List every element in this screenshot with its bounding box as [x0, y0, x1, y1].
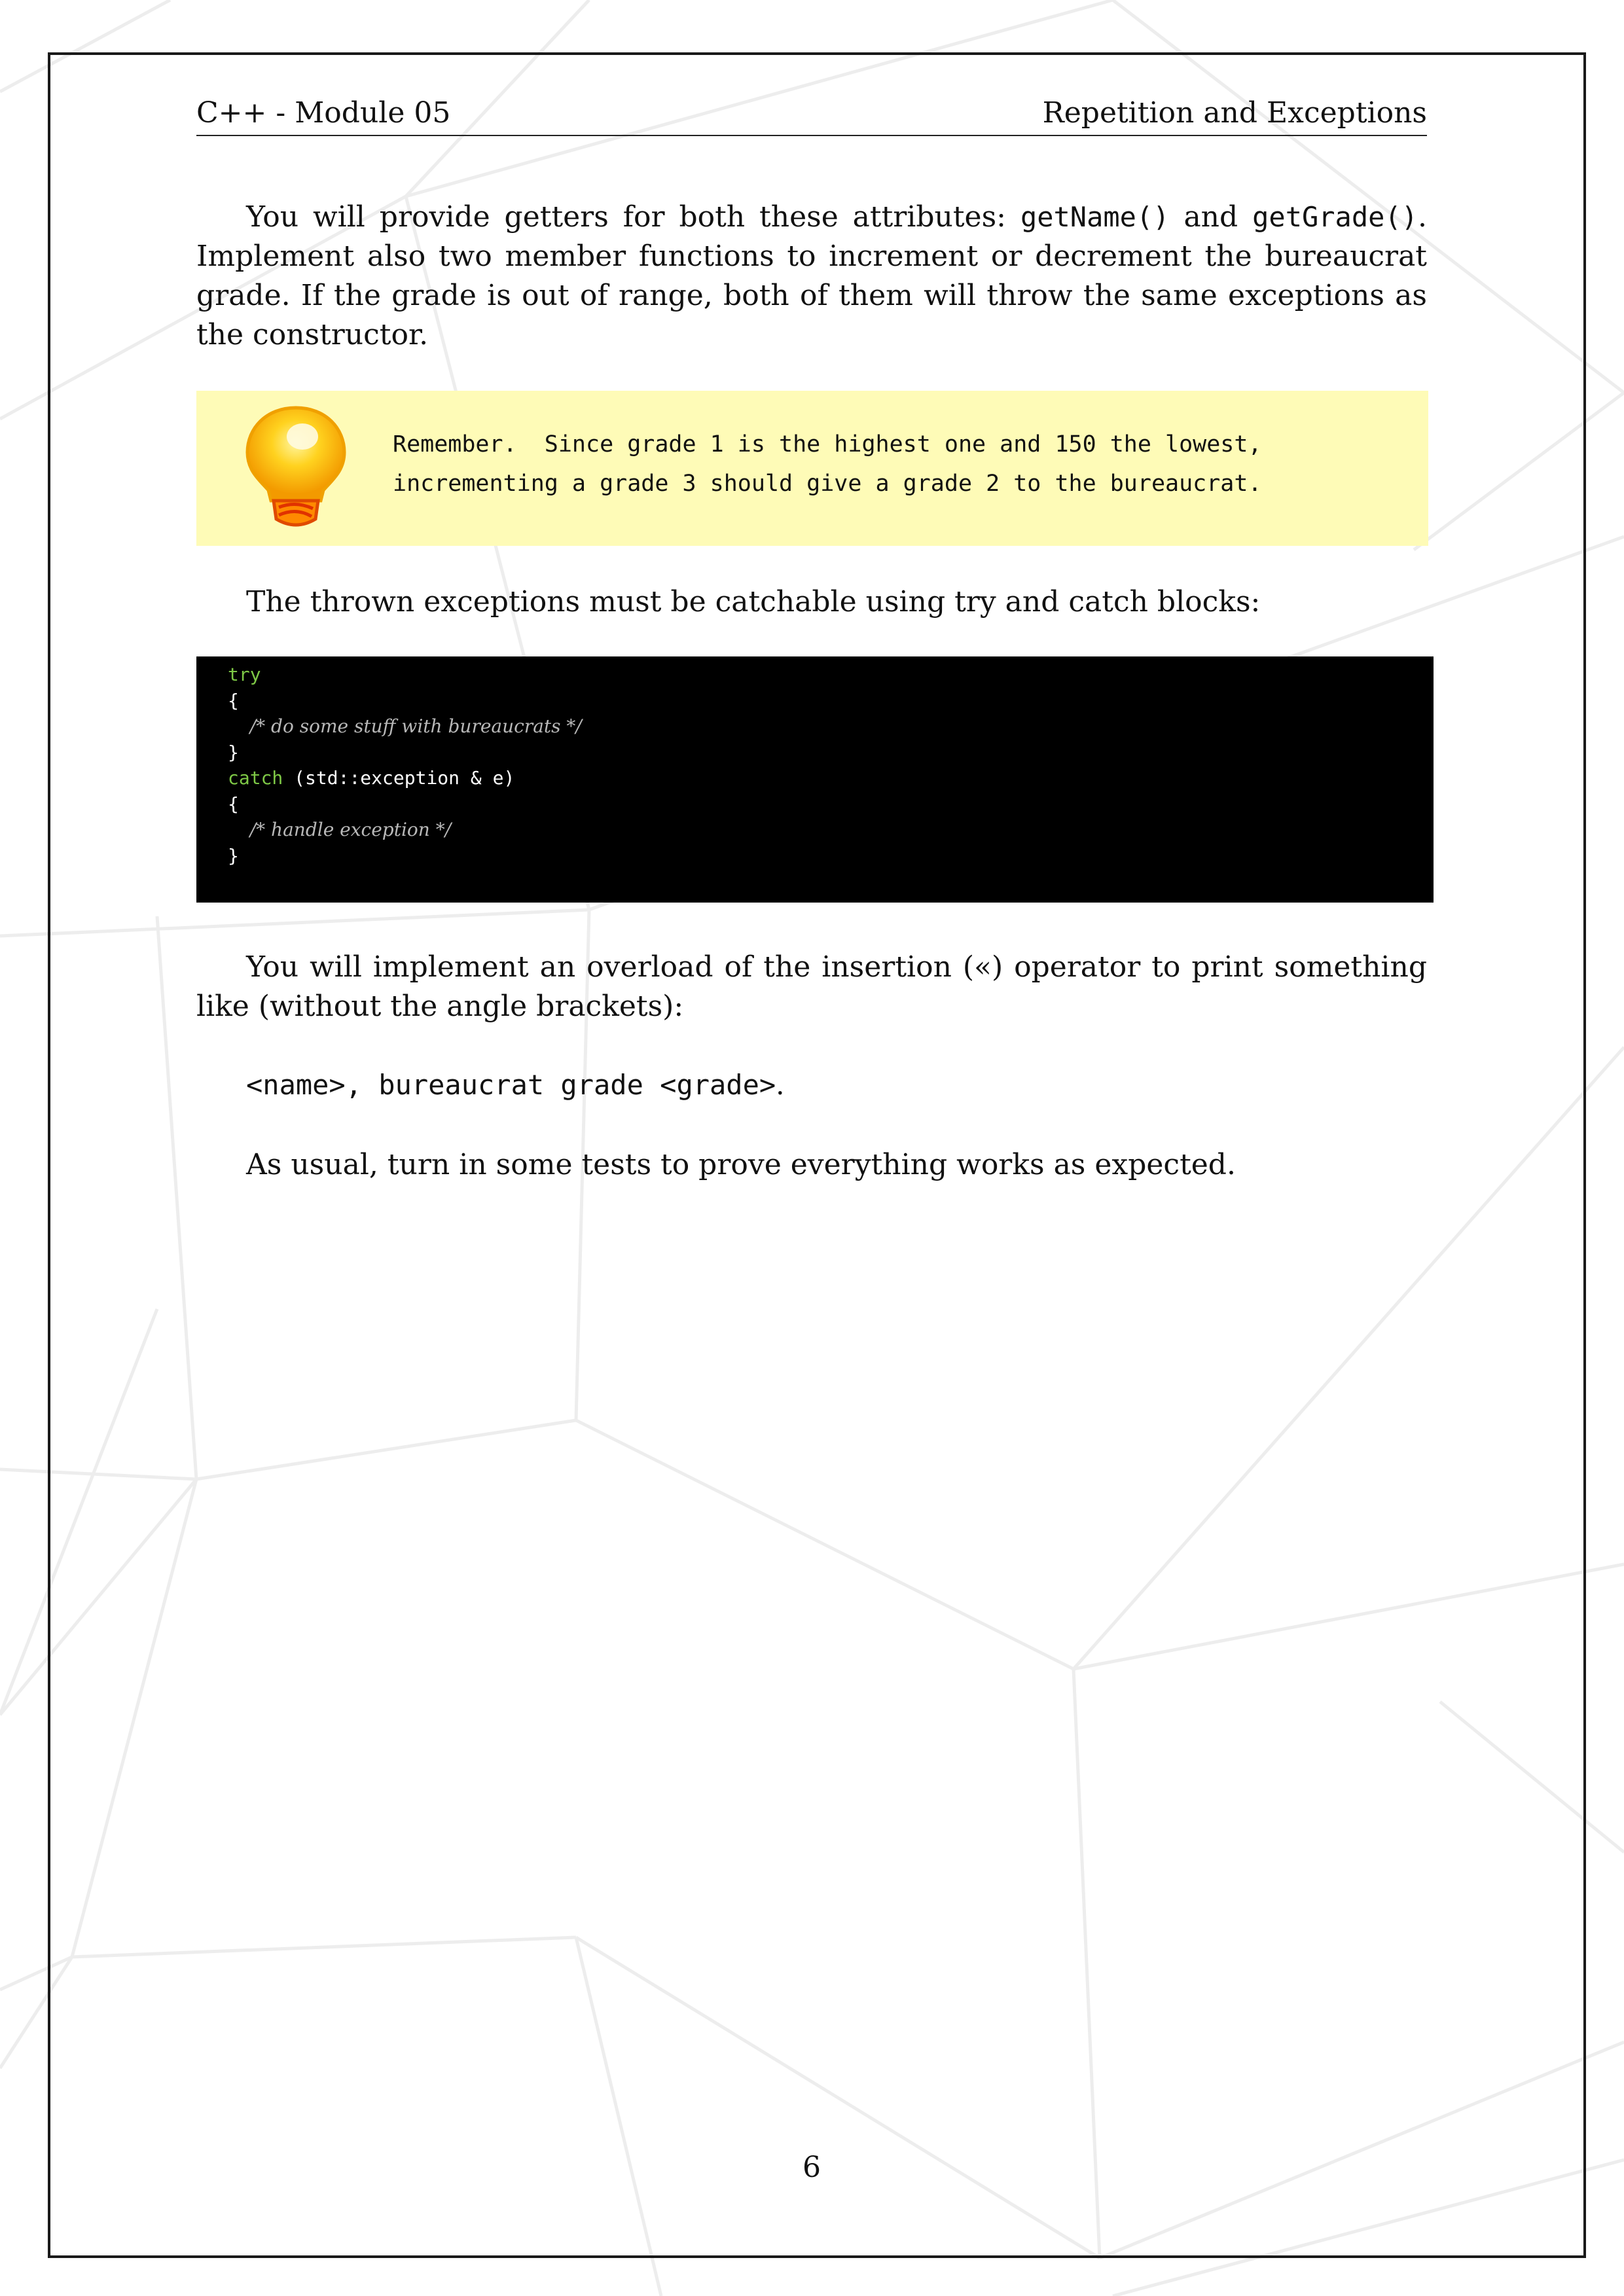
code-keyword: try — [228, 664, 261, 685]
paragraph-tests — [196, 1145, 1427, 1185]
callout-text — [393, 425, 1414, 503]
callout-line: Remember. Since grade 1 is the highest one and 150 the lowest, — [393, 431, 1262, 457]
page-header — [196, 92, 1427, 136]
code-text: (std::exception & e) — [283, 767, 515, 789]
paragraph-text: You will implement an overload of the insertion («) operator to print something like (without the angle brackets): — [196, 950, 1427, 1023]
code-text: { — [228, 793, 239, 815]
code-block — [196, 656, 1434, 903]
code-text: } — [228, 741, 239, 763]
header-module-title: C++ - Module 05 — [196, 96, 451, 130]
code-line — [228, 713, 582, 740]
paragraph-text: and — [1169, 200, 1253, 234]
paragraph-exceptions-catchable — [196, 583, 1427, 622]
code-text: } — [228, 844, 239, 867]
header-section-title: Repetition and Exceptions — [1042, 96, 1427, 130]
code-line — [228, 765, 582, 791]
code-line — [228, 791, 582, 817]
paragraph-getters — [196, 198, 1427, 355]
paragraph-text: The thrown exceptions must be catchable using try and catch blocks: — [246, 585, 1261, 619]
paragraph-text: You will provide getters for both these attributes: — [246, 200, 1020, 234]
code-getname: getName() — [1020, 201, 1170, 233]
code-line — [228, 688, 582, 714]
code-getgrade: getGrade() — [1252, 201, 1418, 233]
lightbulb-icon — [242, 403, 350, 533]
callout-line: incrementing a grade 3 should give a grade 2 to the bureaucrat. — [393, 471, 1262, 497]
paragraph-output-format — [196, 1066, 1427, 1105]
code-comment: /* handle exception */ — [249, 819, 452, 840]
code-text — [228, 715, 250, 737]
code-line — [228, 740, 582, 766]
code-comment: /* do some stuff with bureaucrats */ — [249, 715, 582, 737]
paragraph-insertion-operator — [196, 948, 1427, 1026]
paragraph-text: As usual, turn in some tests to prove everything works as expected. — [246, 1148, 1236, 1181]
paragraph-text: . — [776, 1069, 785, 1101]
code-text: { — [228, 689, 239, 711]
code-line — [228, 662, 582, 688]
code-keyword: catch — [228, 767, 283, 789]
page-number: 6 — [803, 2151, 821, 2184]
code-output-format: <name>, bureaucrat grade <grade> — [246, 1069, 776, 1101]
remember-callout — [196, 391, 1428, 546]
code-text — [228, 819, 250, 840]
code-line — [228, 843, 582, 869]
code-lines — [228, 662, 582, 869]
paragraph-text: . Implement also two member functions to increment or decrement the bureaucrat grade. If the grade is out of range, both of them will throw the same exceptions as the constructor. — [196, 200, 1427, 351]
code-line — [228, 817, 582, 843]
